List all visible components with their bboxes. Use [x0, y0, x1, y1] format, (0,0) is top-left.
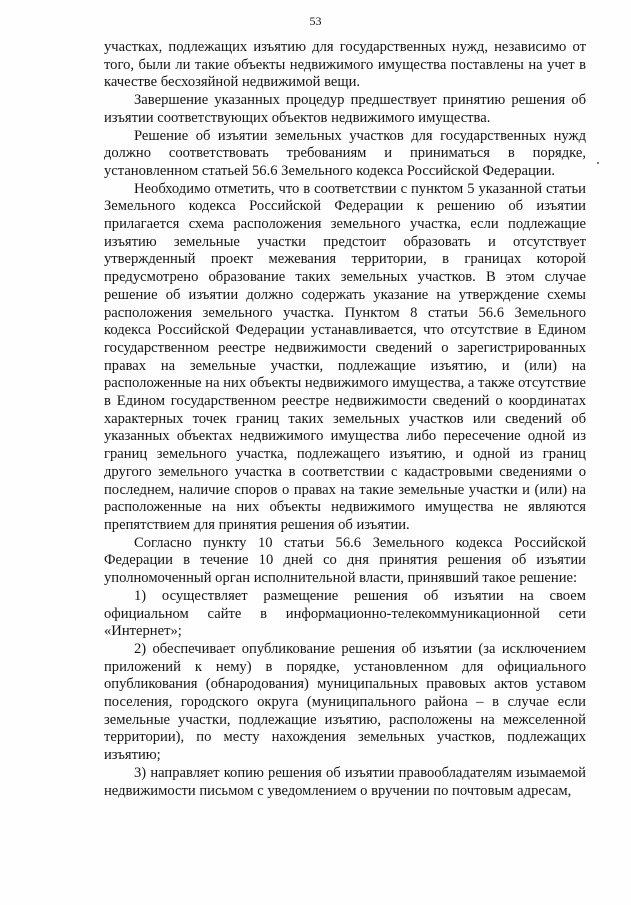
scan-speck	[597, 162, 599, 164]
paragraph: Завершение указанных процедур предшествует принятию решения об изъятии соответствующих объектов недвижимого имущества.	[104, 92, 586, 126]
list-item: 3) направляет копию решения об изъятии правообладателям изымаемой недвижимости письмом с уведомлением о вручении по почтовым адресам,	[104, 764, 586, 799]
list-item: 2) обеспечивает опубликование решения об изъятии (за исключением приложений к нему) в порядке, установленном для официального опубликования (обнародования) муниципальных правовых актов уставом поселения, городского округа (муниципального района – в случае если земельные участки, подлежащие изъятию, расположены на межселенной территории), по месту нахождения земельных участков, подлежащих изъятию;	[104, 640, 586, 764]
paragraph: Решение об изъятии земельных участков для государственных нужд должно соответствовать требованиям и приниматься в порядке, установленном статьей 56.6 Земельного кодекса Российской Федерации.	[104, 127, 586, 179]
paragraph: Согласно пункту 10 статьи 56.6 Земельного кодекса Российской Федерации в течение 10 дней со дня принятия решения об изъятии уполномоченный орган исполнительной власти, принявший такое решение:	[104, 534, 586, 587]
paragraph: участках, подлежащих изъятию для государственных нужд, независимо от того, были ли такие объекты недвижимого имущества поставлены на учет в качестве бесхозяйной недвижимой вещи.	[104, 39, 586, 91]
paragraph: Необходимо отметить, что в соответствии с пунктом 5 указанной статьи Земельного кодекса Российской Федерации к решению об изъятии прилагается схема расположения земельного участка, если подлежащие изъятию земельные участки предстоит образовать и отсутствует утвержденный проект межевания территории, в границах которой предусмотрено образование таких земельных участков. В этом случае решение об изъятии должно содержать указание на утверждение схемы расположения земельного участка. Пунктом 8 статьи 56.6 Земельного кодекса Российской Федерации устанавливается, что отсутствие в Едином государственном реестре недвижимости сведений о зарегистрированных правах на земельные участки, подлежащие изъятию, и (или) на расположенные на них объекты недвижимого имущества, а также отсутствие в Едином государственном реестре недвижимости сведений о координатах характерных точек границ таких земельных участков или сведений об указанных объектах недвижимого имущества либо пересечение одной из границ земельного участка, подлежащего изъятию, и одной из границ другого земельного участка в соответствии с кадастровыми сведениями о последнем, наличие споров о правах на такие земельные участки и (или) на расположенные на них объекты недвижимого имущества не являются препятствием для принятия решения об изъятии.	[104, 180, 586, 533]
document-body	[104, 39, 586, 800]
page-number: 53	[309, 14, 322, 28]
list-item: 1) осуществляет размещение решения об изъятии на своем официальном сайте в информационно-телекоммуникационной сети «Интернет»;	[104, 587, 586, 640]
